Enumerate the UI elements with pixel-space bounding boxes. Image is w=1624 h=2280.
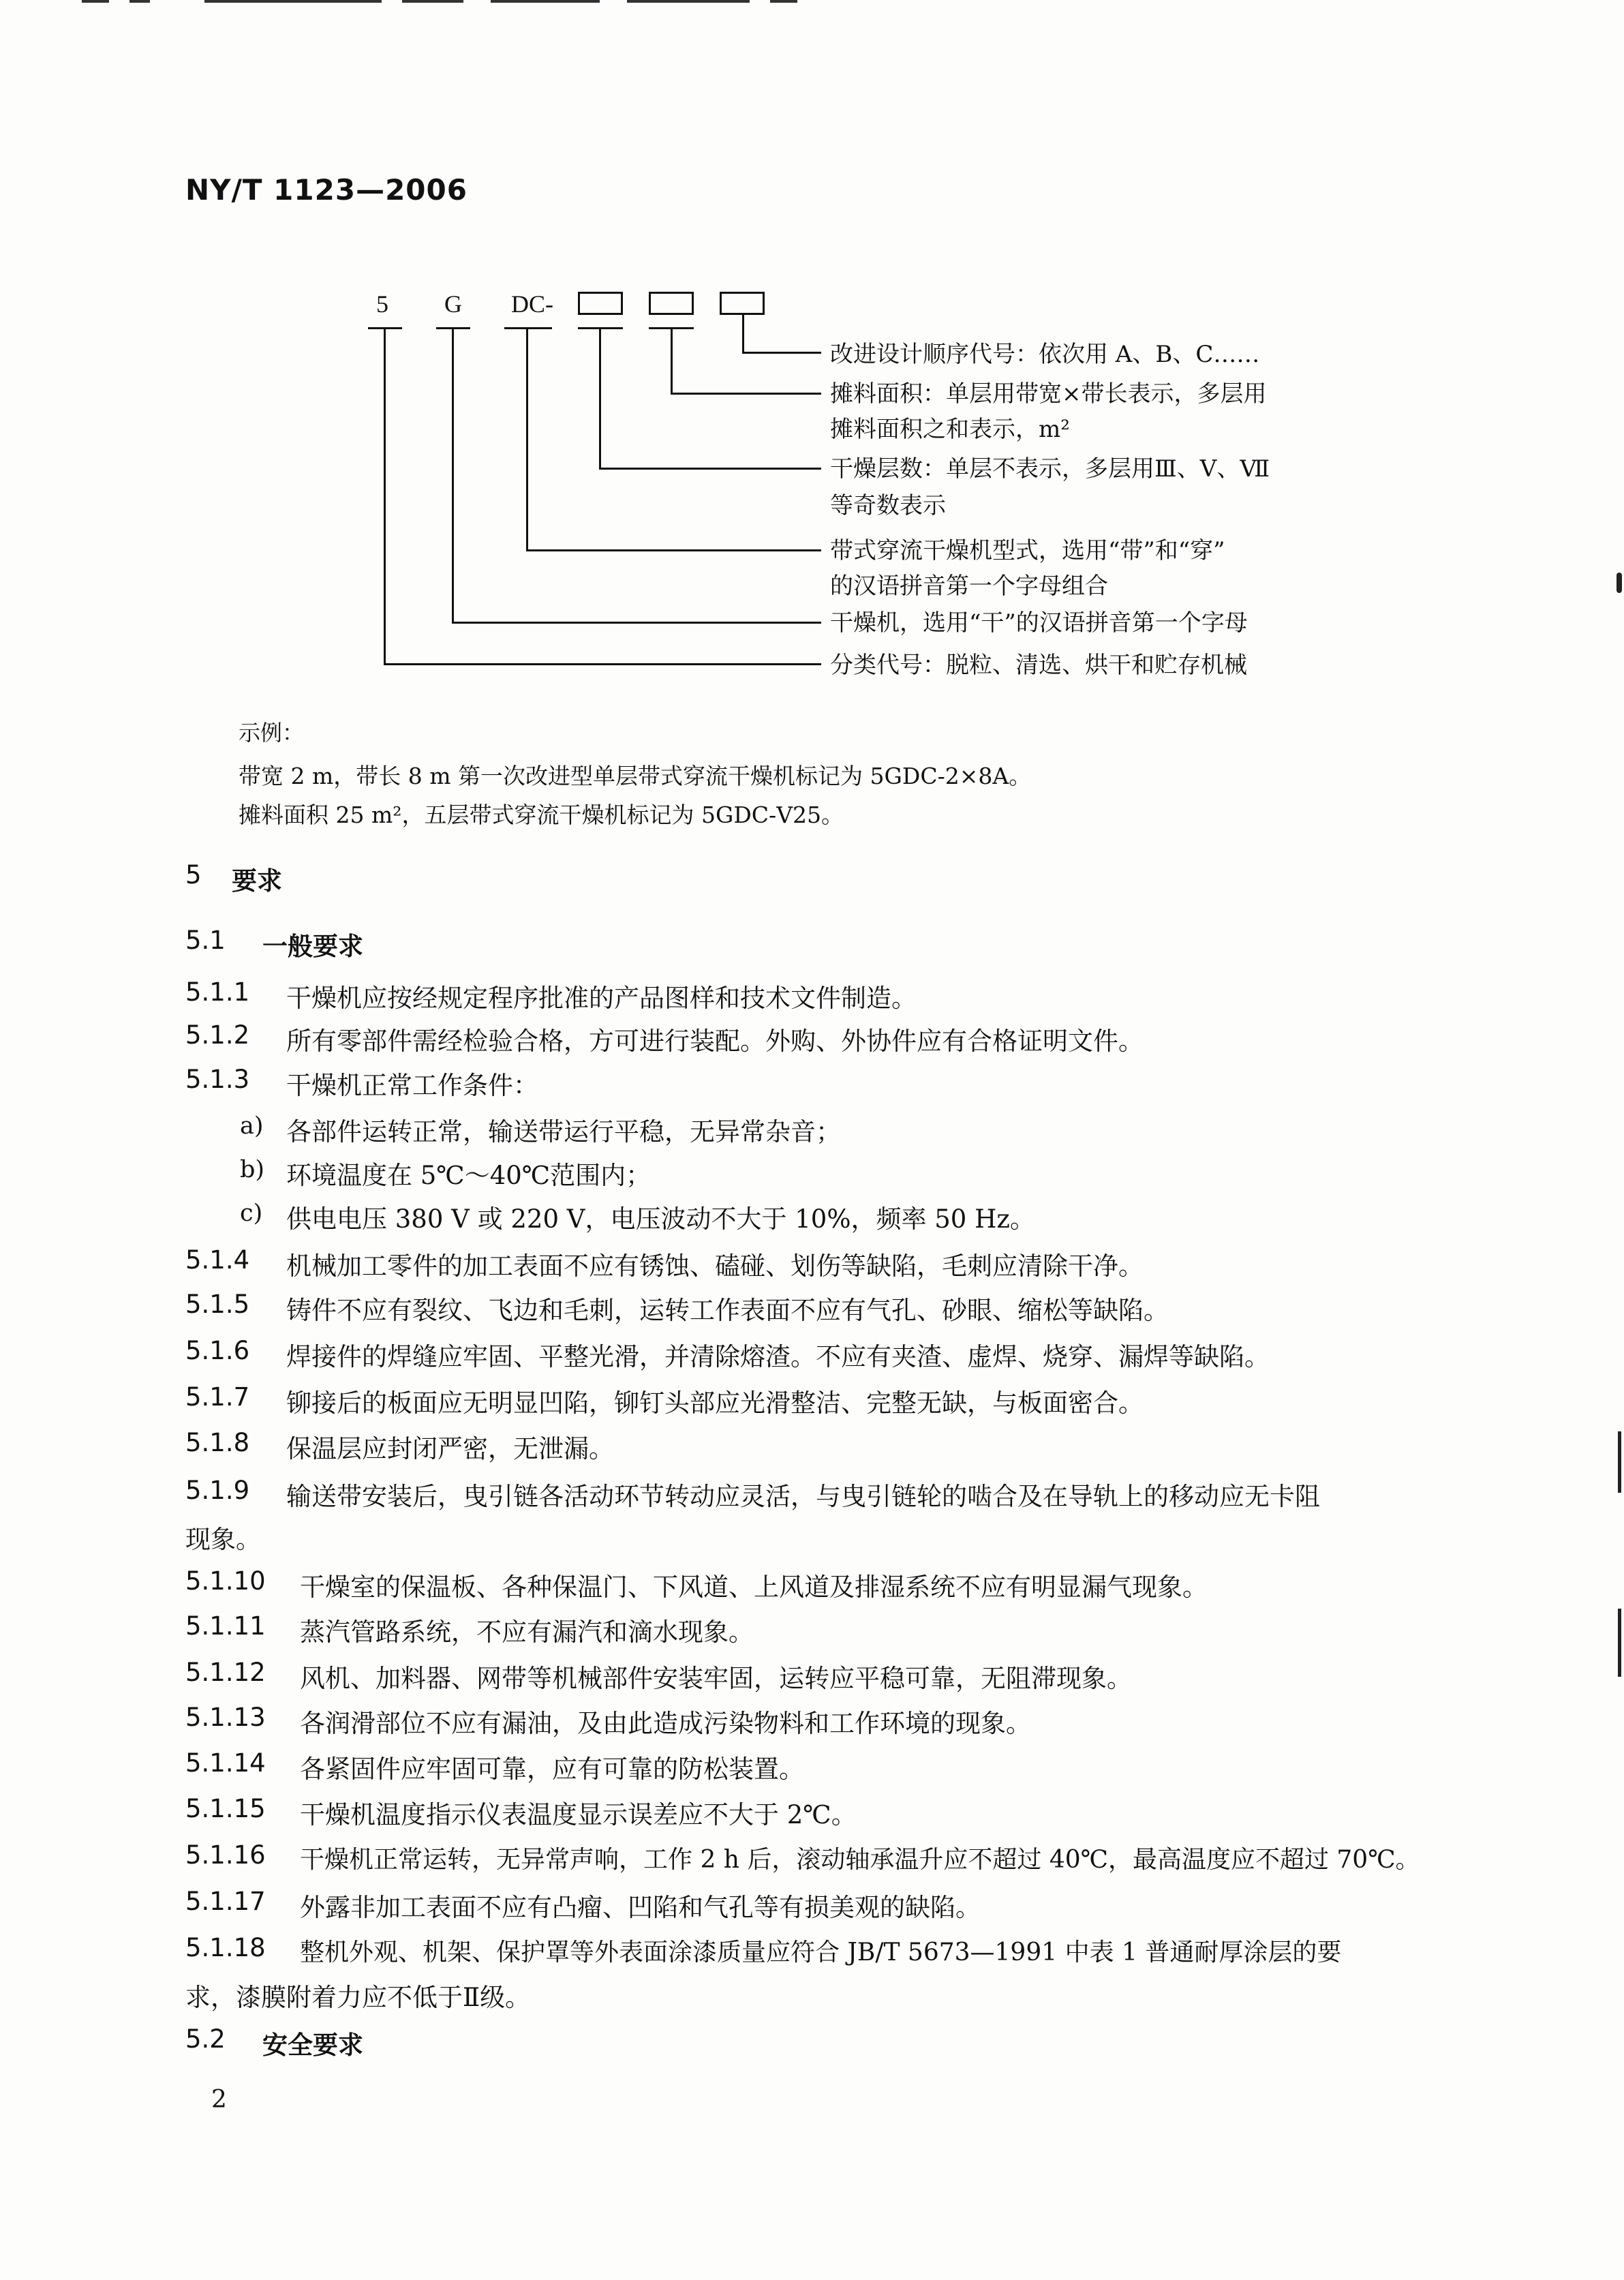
code-digit-5: 5 bbox=[376, 290, 388, 318]
clause-text: 铆接后的板面应无明显凹陷，铆钉头部应光滑整洁、完整无缺，与板面密合。 bbox=[286, 1388, 1144, 1418]
clause-text: 各紧固件应牢固可靠，应有可靠的防松装置。 bbox=[300, 1754, 804, 1784]
clause-number: 5.1.8 bbox=[185, 1428, 250, 1457]
clause-text: 风机、加料器、网带等机械部件安装牢固，运转应平稳可靠，无阻滞现象。 bbox=[300, 1664, 1132, 1693]
code-box-revision bbox=[720, 292, 765, 315]
condition-mark: a) bbox=[240, 1112, 264, 1140]
clause-text: 整机外观、机架、保护罩等外表面涂漆质量应符合 JB/T 5673—1991 中表 1 普通耐厚涂层的要 bbox=[300, 1939, 1342, 1966]
clause-text: 铸件不应有裂纹、飞边和毛刺，运转工作表面不应有气孔、砂眼、缩松等缺陷。 bbox=[286, 1296, 1169, 1325]
desc-revision-code: 改进设计顺序代号：依次用 A、B、C…… bbox=[830, 341, 1260, 368]
clause-number: 5.1.2 bbox=[185, 1020, 250, 1050]
desc-area-line2: 摊料面积之和表示，m² bbox=[830, 416, 1070, 443]
clause-number: 5.1.15 bbox=[185, 1794, 266, 1823]
section-5-2-title: 安全要求 bbox=[262, 2031, 363, 2060]
clause-text: 所有零部件需经检验合格，方可进行装配。外购、外协件应有合格证明文件。 bbox=[286, 1027, 1144, 1056]
section-5-number: 5 bbox=[185, 860, 202, 890]
section-5-title: 要求 bbox=[232, 866, 282, 896]
code-box-area bbox=[649, 292, 694, 315]
clause-number: 5.1.18 bbox=[185, 1933, 266, 1962]
clause-number: 5.1.5 bbox=[185, 1290, 250, 1319]
section-5-1-number: 5.1 bbox=[185, 926, 226, 955]
scan-edge-marks bbox=[82, 0, 831, 7]
code-box-layers bbox=[578, 292, 623, 315]
code-letters-dc: DC- bbox=[511, 290, 553, 318]
section-5-2-number: 5.2 bbox=[185, 2024, 226, 2054]
desc-dryer: 干燥机，选用“干”的汉语拼音第一个字母 bbox=[830, 609, 1248, 637]
desc-area-line1: 摊料面积：单层用带宽×带长表示，多层用 bbox=[830, 380, 1267, 408]
clause-text: 保温层应封闭严密，无泄漏。 bbox=[286, 1434, 614, 1463]
example-line-2: 摊料面积 25 m²，五层带式穿流干燥机标记为 5GDC-Ⅴ25。 bbox=[239, 802, 844, 828]
desc-layers-line1: 干燥层数：单层不表示，多层用Ⅲ、Ⅴ、Ⅶ bbox=[830, 455, 1270, 483]
clause-text-continued: 求，漆膜附着力应不低于Ⅱ级。 bbox=[185, 1983, 531, 2012]
example-line-1: 带宽 2 m，带长 8 m 第一次改进型单层带式穿流干燥机标记为 5GDC-2×8A。 bbox=[239, 763, 1032, 789]
desc-layers-line2: 等奇数表示 bbox=[830, 492, 946, 519]
clause-text: 焊接件的焊缝应牢固、平整光滑，并清除熔渣。不应有夹渣、虚焊、烧穿、漏焊等缺陷。 bbox=[286, 1342, 1270, 1371]
scan-edge-mark bbox=[1617, 573, 1622, 593]
standard-code-header: NY/T 1123—2006 bbox=[185, 173, 468, 207]
scan-edge-mark bbox=[1618, 1609, 1621, 1677]
clause-number: 5.1.6 bbox=[185, 1336, 250, 1365]
clause-number: 5.1.17 bbox=[185, 1887, 266, 1916]
page-number: 2 bbox=[211, 2086, 227, 2114]
condition-text: 环境温度在 5℃～40℃范围内； bbox=[286, 1161, 652, 1190]
clause-number: 5.1.7 bbox=[185, 1382, 250, 1412]
clause-number: 5.1.16 bbox=[185, 1840, 266, 1870]
condition-text: 各部件运转正常，输送带运行平稳，无异常杂音； bbox=[286, 1117, 841, 1146]
clause-text: 机械加工零件的加工表面不应有锈蚀、磕碰、划伤等缺陷，毛刺应清除干净。 bbox=[286, 1251, 1144, 1281]
clause-text: 干燥机应按经规定程序批准的产品图样和技术文件制造。 bbox=[286, 984, 917, 1013]
scan-edge-mark bbox=[1618, 1431, 1621, 1493]
clause-number: 5.1.4 bbox=[185, 1245, 250, 1275]
clause-number: 5.1.13 bbox=[185, 1703, 266, 1732]
clause-number: 5.1.10 bbox=[185, 1566, 266, 1596]
desc-type-line2: 的汉语拼音第一个字母组合 bbox=[830, 573, 1108, 600]
clause-text: 干燥室的保温板、各种保温门、下风道、上风道及排湿系统不应有明显漏气现象。 bbox=[300, 1572, 1208, 1602]
desc-category: 分类代号：脱粒、清选、烘干和贮存机械 bbox=[830, 652, 1247, 679]
condition-text: 供电电压 380 V 或 220 V，电压波动不大于 10%，频率 50 Hz。 bbox=[286, 1204, 1035, 1234]
clause-text-continued: 现象。 bbox=[185, 1525, 261, 1554]
clause-text: 输送带安装后，曳引链各活动环节转动应灵活，与曳引链轮的啮合及在导轨上的移动应无卡阻 bbox=[286, 1482, 1320, 1511]
clause-text: 蒸汽管路系统，不应有漏汽和滴水现象。 bbox=[300, 1617, 754, 1647]
clause-number: 5.1.14 bbox=[185, 1748, 266, 1778]
clause-text: 外露非加工表面不应有凸瘤、凹陷和气孔等有损美观的缺陷。 bbox=[300, 1893, 981, 1922]
clause-text: 各润滑部位不应有漏油，及由此造成污染物料和工作环境的现象。 bbox=[300, 1709, 1031, 1738]
condition-mark: b) bbox=[240, 1156, 265, 1183]
section-5-1-title: 一般要求 bbox=[262, 932, 363, 961]
clause-number: 5.1.3 bbox=[185, 1065, 250, 1094]
clause-number: 5.1.1 bbox=[185, 977, 250, 1007]
clause-text: 干燥机正常工作条件： bbox=[286, 1071, 538, 1100]
clause-number: 5.1.9 bbox=[185, 1476, 250, 1505]
clause-number: 5.1.11 bbox=[185, 1611, 266, 1641]
clause-text: 干燥机温度指示仪表温度显示误差应不大于 2℃。 bbox=[300, 1800, 857, 1829]
clause-number: 5.1.12 bbox=[185, 1658, 266, 1687]
clause-text: 干燥机正常运转，无异常声响，工作 2 h 后，滚动轴承温升应不超过 40℃，最高温度应不超过 70℃。 bbox=[300, 1846, 1420, 1874]
example-label: 示例： bbox=[239, 720, 305, 746]
desc-type-line1: 带式穿流干燥机型式，选用“带”和“穿” bbox=[830, 537, 1225, 564]
code-letter-g: G bbox=[444, 290, 462, 318]
condition-mark: c) bbox=[240, 1200, 263, 1227]
